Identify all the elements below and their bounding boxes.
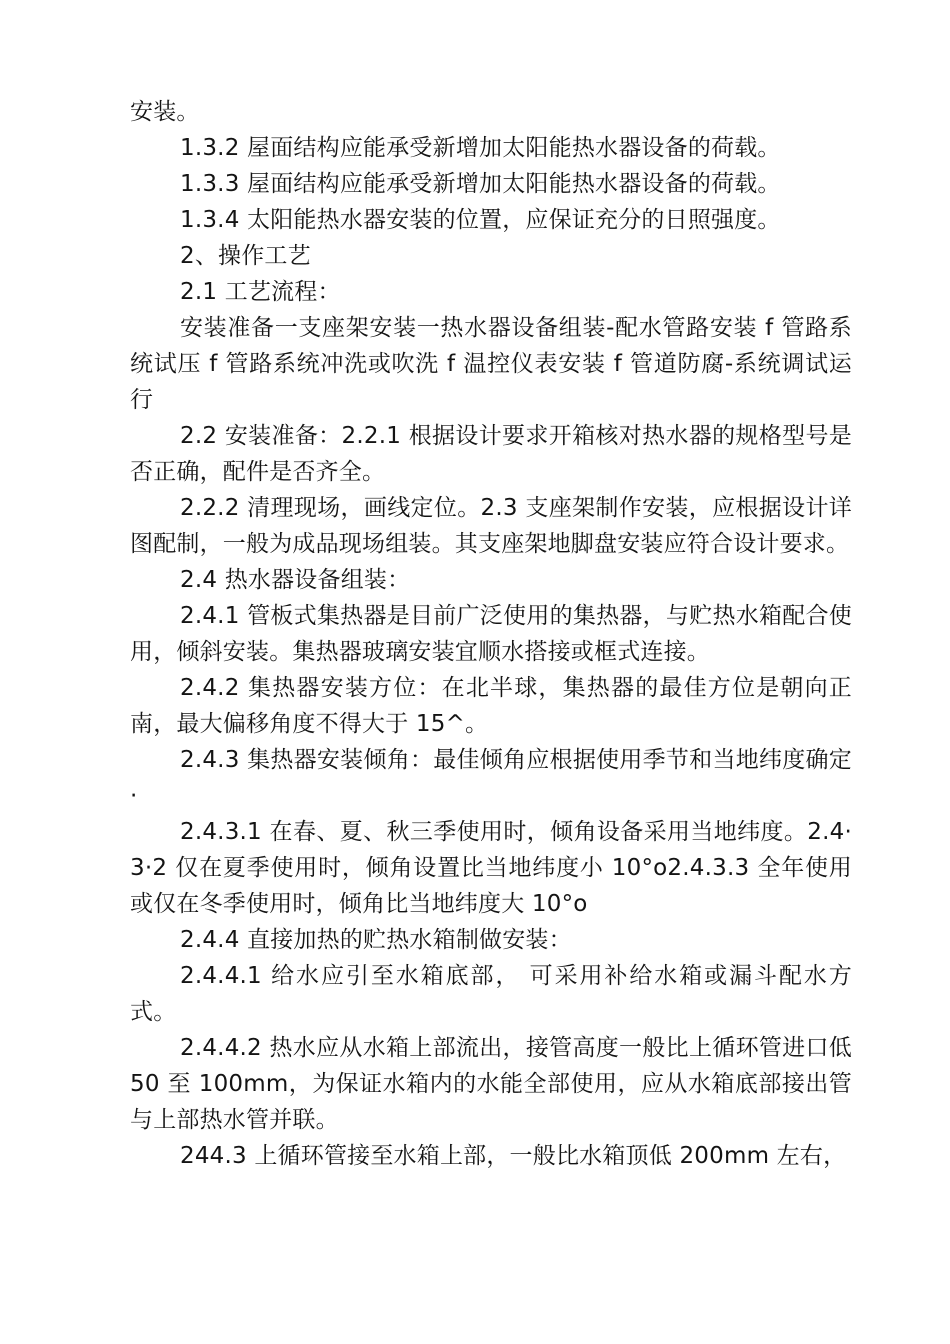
section-heading-2-4: 2.4 热水器设备组装： <box>180 567 411 593</box>
paragraph-process-flow: 安装准备一支座架安装一热水器设备组装-配水管路安装 f 管路系统试压 f 管路系统冲洗或吹洗 f 温控仪表安装 f 管道防腐-系统调试运行 <box>130 315 852 413</box>
paragraph-1-3-2: 1.3.2 屋面结构应能承受新增加太阳能热水器设备的荷载。 <box>180 135 781 161</box>
paragraph-2-4-2: 2.4.2 集热器安装方位：在北半球，集热器的最佳方位是朝向正南，最大偏移角度不得大于 15^。 <box>130 675 852 737</box>
paragraph-1-3-4: 1.3.4 太阳能热水器安装的位置，应保证充分的日照强度。 <box>180 207 781 233</box>
document-body <box>130 94 852 1174</box>
paragraph-2-4-4-2: 2.4.4.2 热水应从水箱上部流出，接管高度一般比上循环管进口低 50 至 100mm，为保证水箱内的水能全部使用，应从水箱底部接出管与上部热水管并联。 <box>130 1035 852 1133</box>
section-heading-2-1: 2.1 工艺流程： <box>180 279 341 305</box>
paragraph-2-4-1: 2.4.1 管板式集热器是目前广泛使用的集热器，与贮热水箱配合使用，倾斜安装。集热器玻璃安装宜顺水搭接或框式连接。 <box>130 603 852 665</box>
section-heading-2: 2、操作工艺 <box>180 243 311 269</box>
paragraph-2-4-4-3: 244.3 上循环管接至水箱上部，一般比水箱顶低 200mm 左右， <box>180 1143 847 1169</box>
paragraph-2-2-2: 2.2.2 清理现场，画线定位。2.3 支座架制作安装，应根据设计详图配制，一般为成品现场组装。其支座架地脚盘安装应符合设计要求。 <box>130 495 852 557</box>
paragraph-2-4-3-1: 2.4.3.1 在春、夏、秋三季使用时，倾角设备采用当地纬度。2.4·3·2 仅在夏季使用时，倾角设置比当地纬度小 10°o2.4.3.3 全年使用或仅在冬季使用时，倾角比当地纬度大 10°o <box>130 819 852 917</box>
paragraph-2-2: 2.2 安装准备：2.2.1 根据设计要求开箱核对热水器的规格型号是否正确，配件是否齐全。 <box>130 423 852 485</box>
section-heading-2-4-4: 2.4.4 直接加热的贮热水箱制做安装： <box>180 927 572 953</box>
paragraph-1-3-3: 1.3.3 屋面结构应能承受新增加太阳能热水器设备的荷载。 <box>180 171 781 197</box>
paragraph-2-4-4-1: 2.4.4.1 给水应引至水箱底部， 可采用补给水箱或漏斗配水方式。 <box>130 963 852 1025</box>
paragraph-continuation: 安装。 <box>130 99 200 125</box>
paragraph-2-4-3: 2.4.3 集热器安装倾角：最佳倾角应根据使用季节和当地纬度确定· <box>130 747 852 809</box>
